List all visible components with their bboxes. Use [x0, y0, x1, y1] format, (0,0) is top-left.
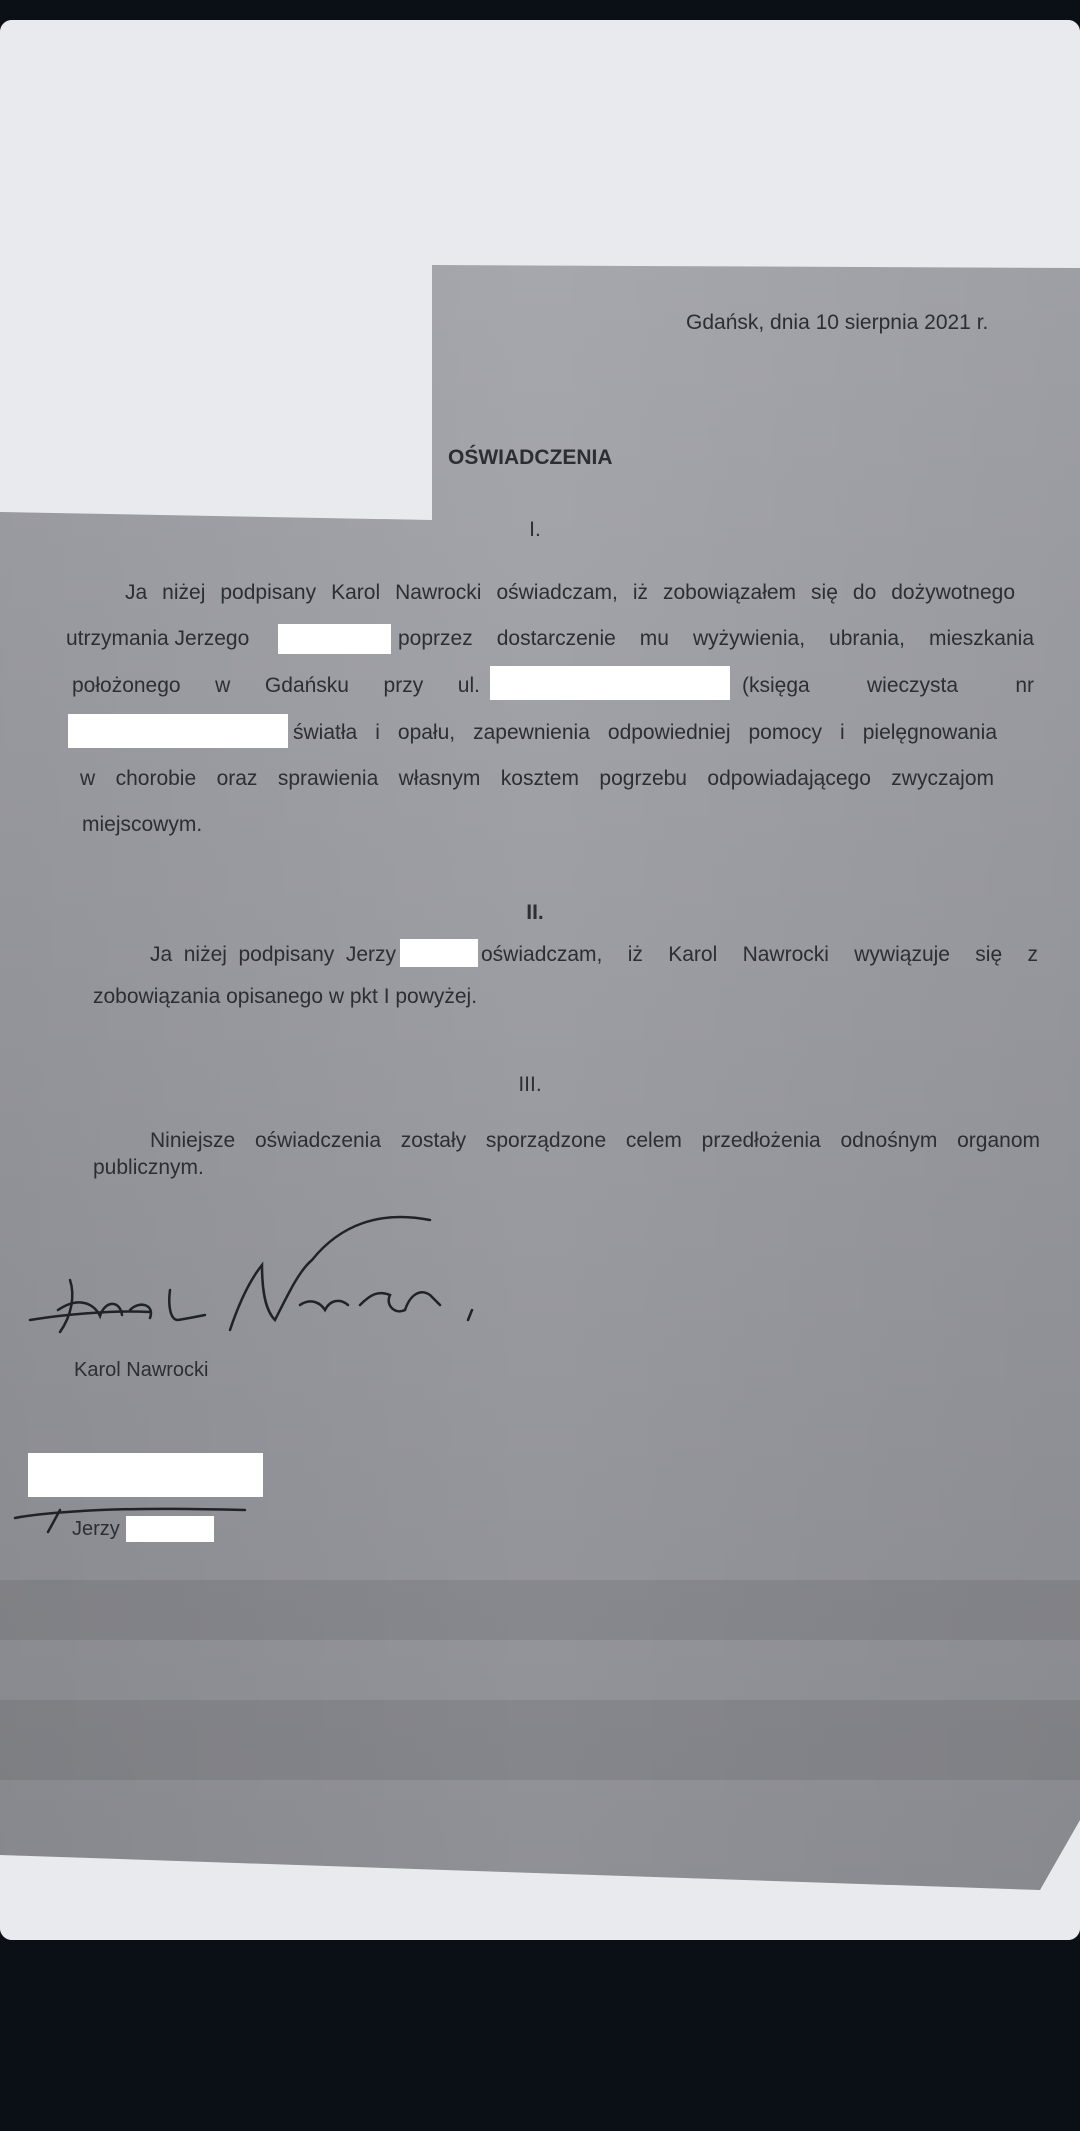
section-2-line-1b: oświadczam, iż Karol Nawrocki wywiązuje się z: [481, 943, 1038, 966]
section-3-line-1: Niniejsze oświadczenia zostały sporządzone celem przedłożenia odnośnym organom: [150, 1129, 1040, 1152]
redaction-surname-1: [278, 624, 391, 654]
redaction-surname-3: [126, 1516, 214, 1542]
section-1-line-2b: poprzez dostarczenie mu wyżywienia, ubrania, mieszkania: [398, 627, 1034, 650]
section-numeral-1: I.: [529, 518, 541, 541]
section-numeral-3: III.: [518, 1073, 542, 1096]
section-numeral-2: II.: [526, 901, 544, 924]
section-1-line-2a: utrzymania Jerzego: [66, 627, 250, 650]
signature-name-jerzy: Jerzy: [72, 1518, 120, 1540]
section-3-line-2: publicznym.: [93, 1156, 204, 1179]
signature-name-karol: Karol Nawrocki: [74, 1359, 209, 1381]
section-2-line-1a: Ja niżej podpisany Jerzy: [150, 943, 396, 966]
redaction-street: [490, 666, 730, 700]
section-2-line-2: zobowiązania opisanego w pkt I powyżej.: [93, 985, 478, 1008]
section-1-line-3b: (księga wieczysta nr: [742, 674, 1034, 697]
photo-viewer: [0, 20, 1080, 1940]
redaction-surname-2: [400, 939, 478, 967]
document-title: OŚWIADCZENIA: [448, 446, 613, 469]
section-1-line-3a: położonego w Gdańsku przy ul.: [72, 674, 480, 697]
section-1-line-1: Ja niżej podpisany Karol Nawrocki oświadczam, iż zobowiązałem się do dożywotnego: [125, 581, 1015, 604]
redaction-land-register: [68, 714, 288, 748]
section-1-line-5: w chorobie oraz sprawienia własnym kosztem pogrzebu odpowiadającego zwyczajom: [80, 767, 994, 790]
place-date: Gdańsk, dnia 10 sierpnia 2021 r.: [686, 311, 989, 334]
redaction-signature-block: [28, 1453, 263, 1497]
section-1-line-4: światła i opału, zapewnienia odpowiedniej pomocy i pielęgnowania: [293, 721, 997, 744]
section-1-line-6: miejscowym.: [82, 813, 203, 836]
document-text: [0, 20, 1080, 1940]
